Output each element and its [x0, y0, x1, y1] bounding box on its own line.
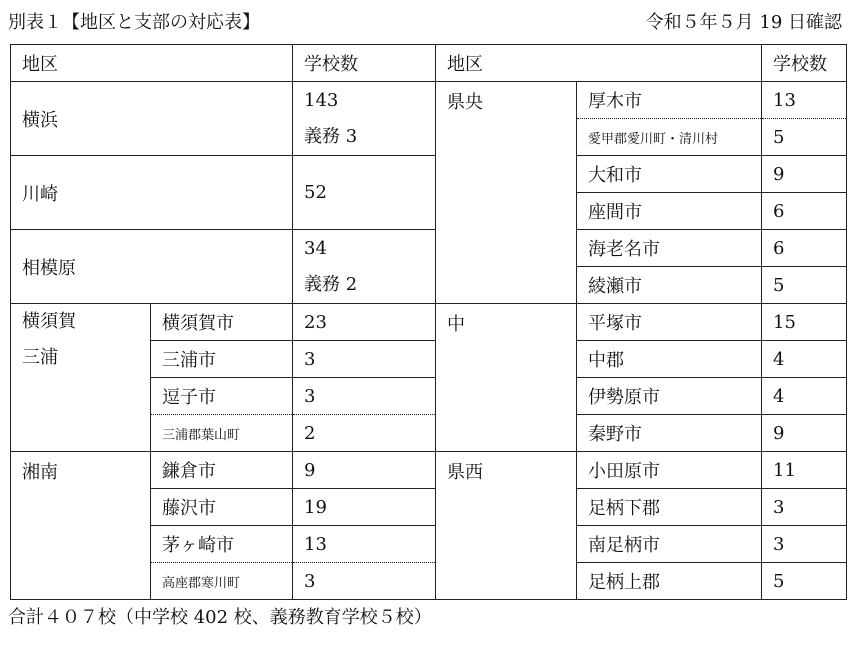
count-cell: 3: [293, 341, 436, 378]
count-cell: 11: [762, 452, 847, 489]
city-cell: 鎌倉市: [151, 452, 293, 489]
count-sagamihara-note: 義務 2: [304, 273, 358, 295]
count-cell: 3: [762, 526, 847, 563]
city-cell: 綾瀬市: [577, 267, 762, 304]
city-cell: 足柄上郡: [577, 563, 762, 600]
document-header: [8, 8, 842, 38]
city-cell: 南足柄市: [577, 526, 762, 563]
city-cell: 藤沢市: [151, 489, 293, 526]
header-schools: 学校数: [293, 45, 436, 82]
district-kensei: 県西: [436, 452, 577, 600]
table-row: [11, 230, 847, 267]
header-district-right: 地区: [436, 45, 762, 82]
count-cell: 3: [293, 378, 436, 415]
city-cell: 高座郡寒川町: [151, 563, 293, 600]
count-cell: 5: [762, 267, 847, 304]
count-kawasaki: 52: [293, 156, 436, 230]
header-schools-right: 学校数: [762, 45, 847, 82]
city-cell: 秦野市: [577, 415, 762, 452]
count-cell: 5: [762, 563, 847, 600]
count-cell: 9: [293, 452, 436, 489]
district-naka: 中: [436, 304, 577, 452]
table-row: [11, 452, 847, 489]
table-row: [11, 156, 847, 193]
count-cell: 6: [762, 230, 847, 267]
city-cell: 厚木市: [577, 82, 762, 119]
count-cell: 9: [762, 156, 847, 193]
city-cell: 愛甲郡愛川町・清川村: [577, 119, 762, 156]
district-yokohama: 横浜: [11, 82, 293, 156]
district-shonan: 湘南: [11, 452, 151, 600]
city-cell: 逗子市: [151, 378, 293, 415]
total-summary: 合計４０７校（中学校 402 校、義務教育学校５校）: [8, 607, 432, 628]
count-cell: 23: [293, 304, 436, 341]
city-cell: 中郡: [577, 341, 762, 378]
count-yokohama: [293, 82, 436, 156]
count-yokohama-note: 義務 3: [304, 125, 358, 147]
city-cell: 三浦市: [151, 341, 293, 378]
confirmation-date: 令和５年５月 19 日確認: [645, 12, 842, 33]
city-cell: 大和市: [577, 156, 762, 193]
district-kawasaki: 川崎: [11, 156, 293, 230]
district-yokosuka: 横須賀: [22, 311, 76, 332]
count-sagamihara-main: 34: [304, 237, 327, 259]
count-cell: 3: [762, 489, 847, 526]
district-kenou: 県央: [436, 82, 577, 304]
district-branch-table: [10, 44, 847, 600]
table-row: [11, 304, 847, 341]
count-yokohama-main: 143: [304, 89, 339, 111]
city-cell: 座間市: [577, 193, 762, 230]
city-cell: 横須賀市: [151, 304, 293, 341]
city-cell: 伊勢原市: [577, 378, 762, 415]
count-cell: 13: [293, 526, 436, 563]
count-cell: 13: [762, 82, 847, 119]
district-yokosuka-miura: [11, 304, 151, 452]
count-cell: 5: [762, 119, 847, 156]
city-cell: 海老名市: [577, 230, 762, 267]
count-cell: 4: [762, 341, 847, 378]
header-district: 地区: [11, 45, 293, 82]
count-sagamihara: [293, 230, 436, 304]
count-cell: 3: [293, 563, 436, 600]
count-cell: 19: [293, 489, 436, 526]
city-cell: 茅ヶ崎市: [151, 526, 293, 563]
count-cell: 9: [762, 415, 847, 452]
city-cell: 三浦郡葉山町: [151, 415, 293, 452]
city-cell: 足柄下郡: [577, 489, 762, 526]
count-cell: 15: [762, 304, 847, 341]
district-sagamihara: 相模原: [11, 230, 293, 304]
table-row: [11, 82, 847, 119]
city-cell: 小田原市: [577, 452, 762, 489]
table-title: 別表１【地区と支部の対応表】: [8, 12, 260, 33]
count-cell: 6: [762, 193, 847, 230]
count-cell: 4: [762, 378, 847, 415]
district-miura: 三浦: [22, 347, 58, 368]
count-cell: 2: [293, 415, 436, 452]
table-header-row: [11, 45, 847, 82]
city-cell: 平塚市: [577, 304, 762, 341]
